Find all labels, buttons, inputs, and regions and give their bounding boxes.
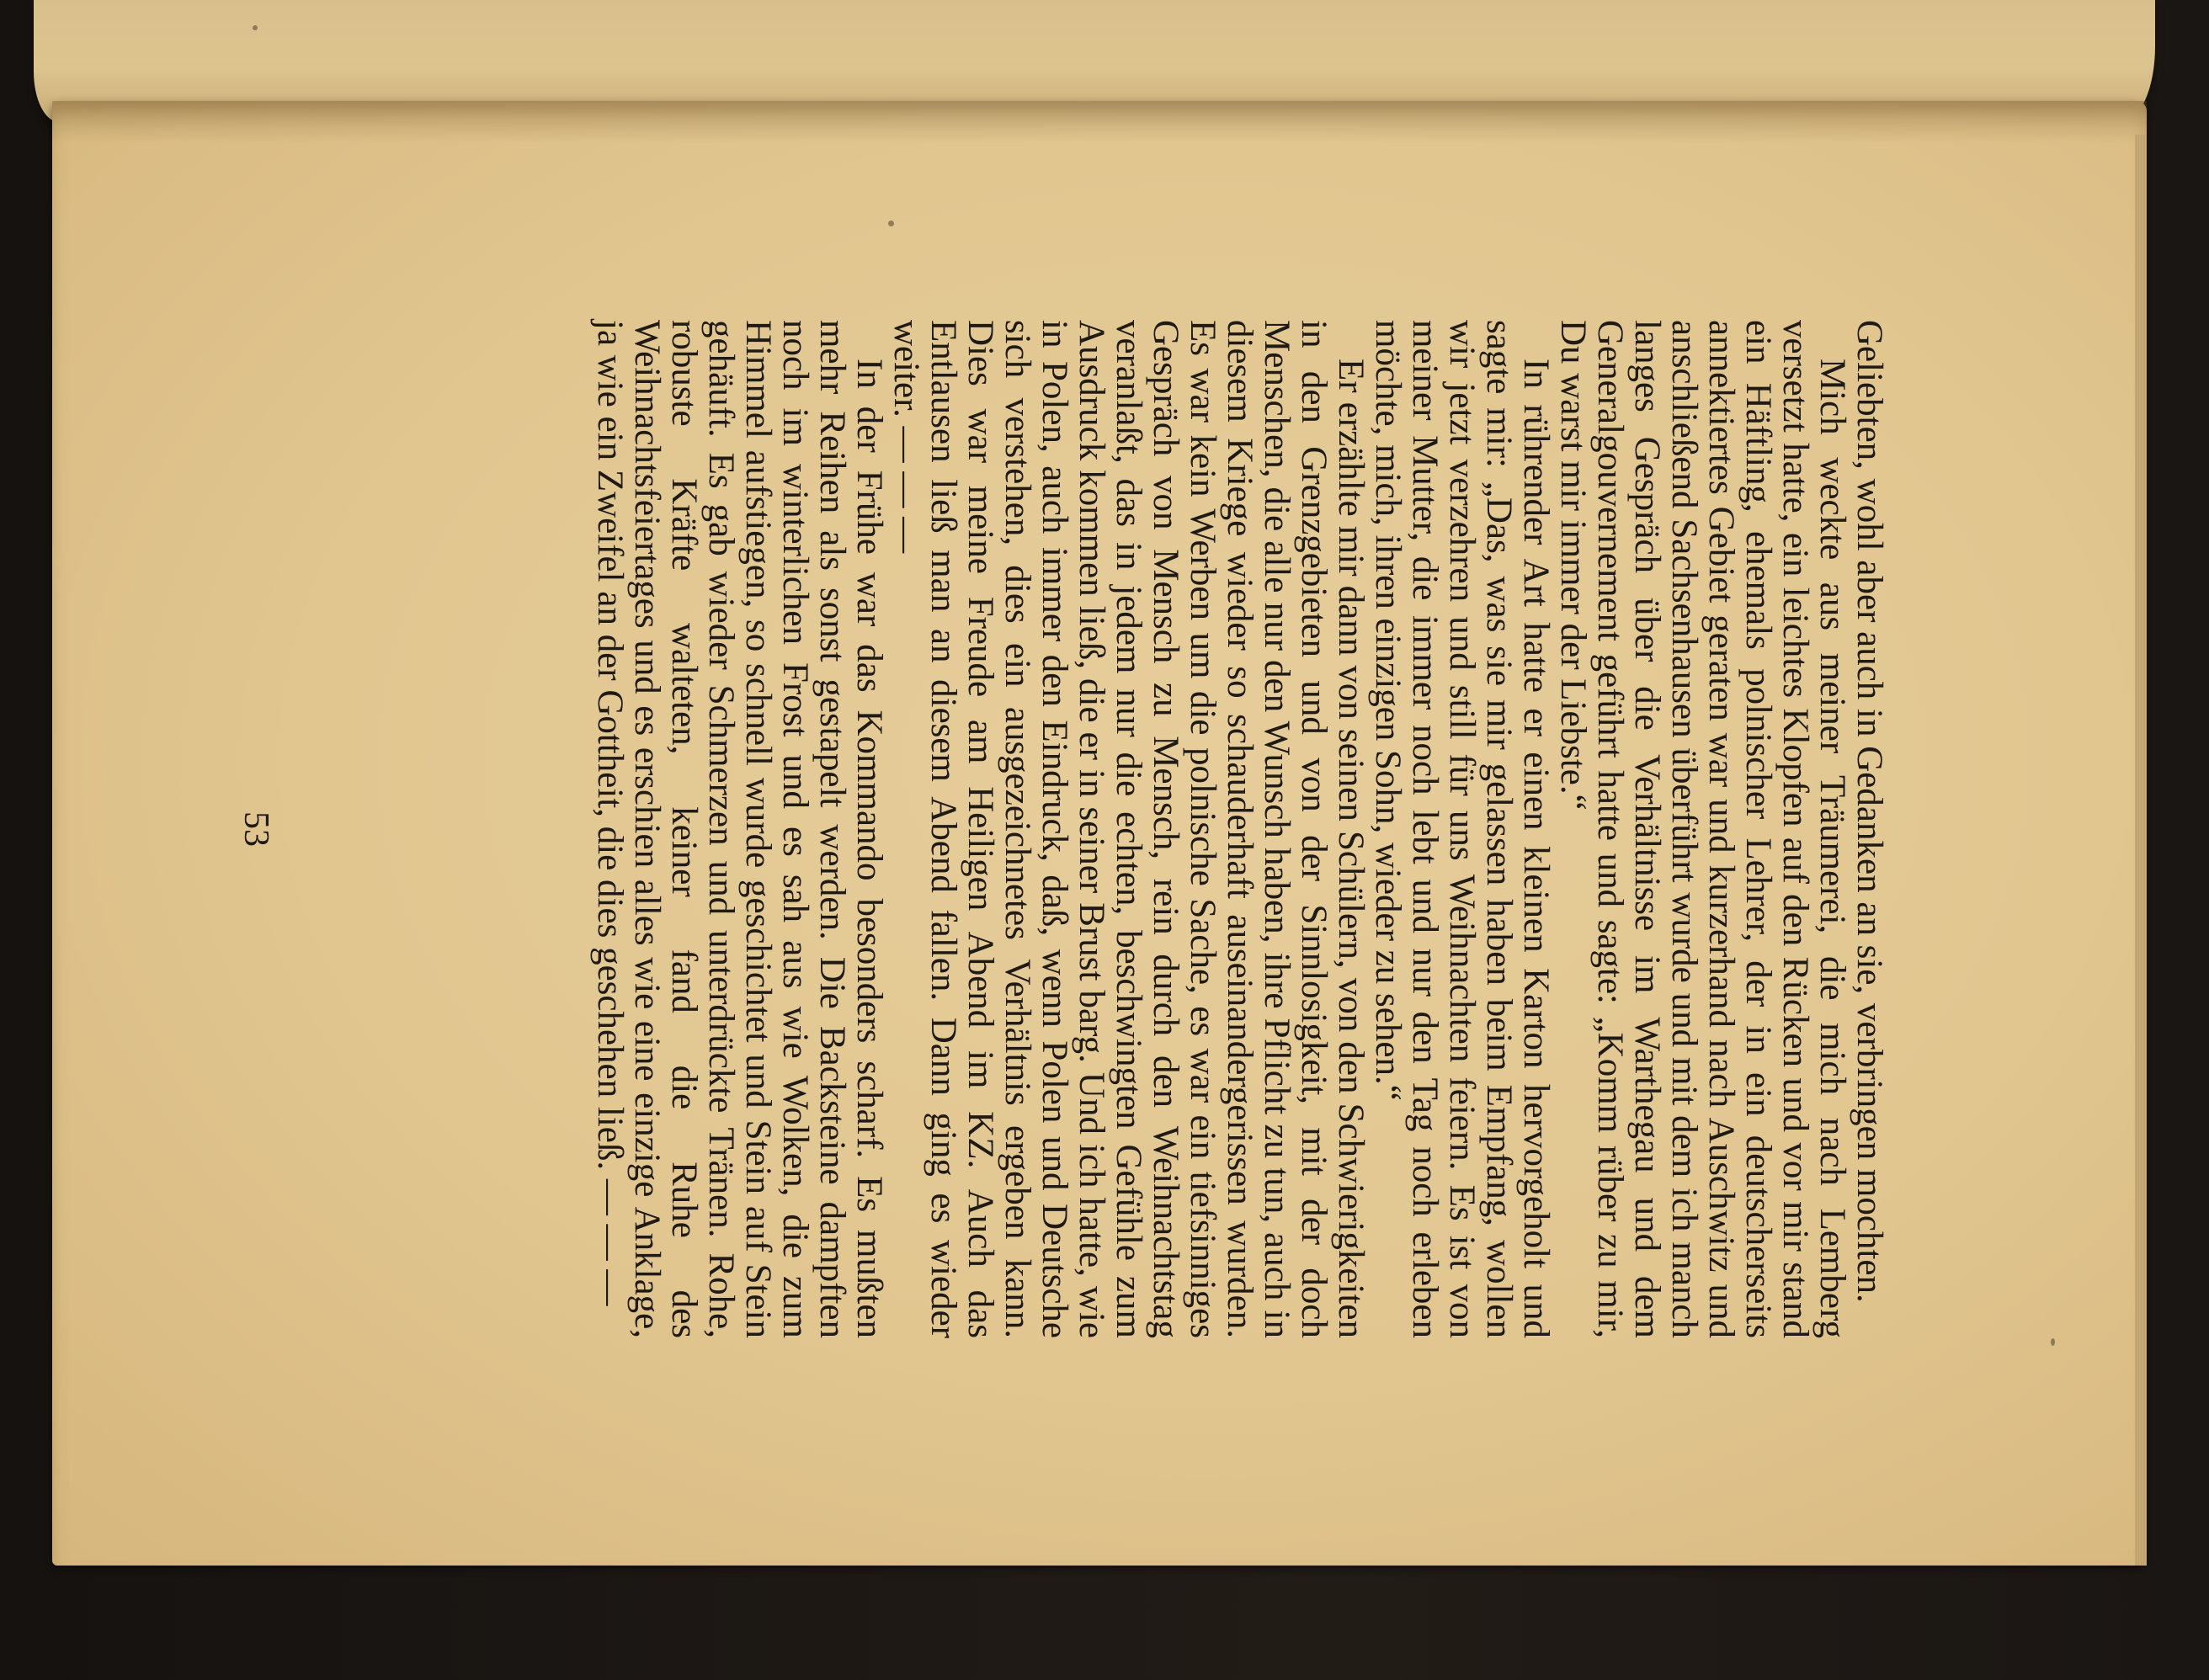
paragraph-3: In rührender Art hatte er einen kleinen Karton hervorgeholt und sagte mir: „Das, was sie mir gelassen haben beim Empfang, wollen wir jetzt verzehren und still für uns Weihnachten feiern. Es ist von meiner Mutter, die immer noch lebt und nur den Tag noch erleben möchte, mich, ihren einzigen Sohn, wieder zu sehen.“: [1368, 320, 1556, 1338]
page-edge: [2135, 135, 2147, 1566]
paragraph-2: Mich weckte aus meiner Träumerei, die mich nach Lemberg versetzt hatte, ein leichtes Klopfen auf den Rücken und vor mir stand ein Häftling, ehemals polnischer Lehrer, der in ein deutscherseits annektiertes Gebiet geraten war und kurzerhand nach Auschwitz und anschließend Sachsenhausen überführt wurde und mit dem ich manch langes Gespräch über die Verhältnisse im Warthegau und dem Generalgouvernement geführt hatte und sagte: „Komm rüber zu mir, Du warst mir immer der Liebste.“: [1553, 320, 1852, 1338]
dust-speck: [253, 25, 258, 30]
paragraph-4: Er erzählte mir dann von seinen Schülern, von den Schwierigkeiten in den Grenzgebieten und von der Sinnlosigkeit, mit der doch Menschen, die alle nur den Wunsch haben, ihre Pflicht zu tun, auch in diesem Kriege wieder so schauderhaft auseinandergerissen wurden. Es war kein Werben um die polnische Sache, es war ein tiefsinniges Gespräch von Mensch zu Mensch, rein durch den Weihnachtstag veranlaßt, das in jedem nur die echten, beschwingten Gefühle zum Ausdruck kommen ließ, die er in seiner Brust barg. Und ich hatte, wie in Polen, auch immer den Eindruck, daß, wenn Polen und Deutsche sich verstehen, dies ein ausgezeichnetes Verhältnis ergeben kann. Dies war meine Freude am Heiligen Abend im KZ. Auch das Entlausen ließ man an diesem Abend fallen. Dann ging es wieder weiter. — — —: [886, 320, 1371, 1338]
page-text-block: [237, 320, 1887, 1338]
dust-speck: [2051, 1338, 2055, 1346]
dust-speck: [888, 221, 894, 226]
gutter-shadow: [52, 101, 2147, 143]
paragraph-5: In der Frühe war das Kommando besonders scharf. Es mußten mehr Reihen als sonst gestapelt werden. Die Backsteine dampften noch im winterlichen Frost und es sah aus wie Wolken, die zum Himmel aufstiegen, so schnell wurde geschichtet und Stein auf Stein gehäuft. Es gab wieder Schmerzen und unterdrückte Tränen. Rohe, robuste Kräfte walteten, keiner fand die Ruhe des Weihnachtsfeiertages und es erschien alles wie eine einzige Anklage, ja wie ein Zweifel an der Gottheit, die dies geschehen ließ. — — —: [590, 320, 889, 1338]
page-number: 53: [237, 811, 275, 847]
paragraph-1: Geliebten, wohl aber auch in Gedanken an sie, verbringen mochten.: [1850, 320, 1889, 1303]
